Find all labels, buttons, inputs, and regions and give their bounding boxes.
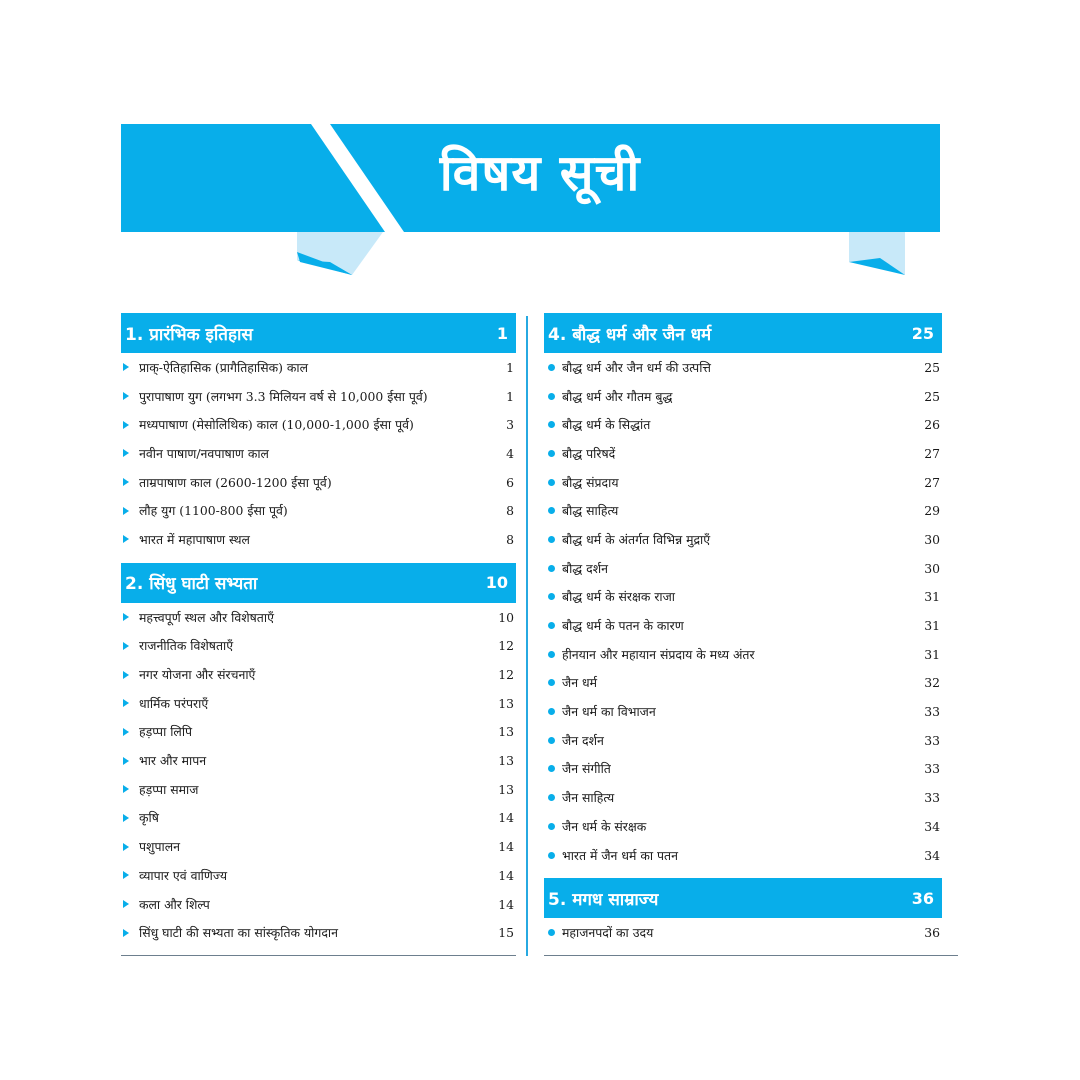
toc-entry[interactable] bbox=[121, 410, 516, 439]
dot-bullet-icon bbox=[544, 479, 562, 486]
section-page: 36 bbox=[911, 888, 934, 908]
section-title: 5. मगध साम्राज्य bbox=[548, 889, 659, 910]
entry-label: जैन धर्म के संरक्षक bbox=[562, 818, 647, 834]
dot-bullet-icon bbox=[544, 421, 562, 428]
entry-page: 15 bbox=[498, 925, 514, 941]
dot-bullet-icon bbox=[544, 852, 562, 859]
toc-entry[interactable] bbox=[544, 611, 942, 640]
entry-label: बौद्ध संप्रदाय bbox=[562, 474, 619, 490]
toc-entry[interactable] bbox=[121, 632, 516, 661]
section-page: 1 bbox=[496, 323, 508, 343]
dot-bullet-icon bbox=[544, 536, 562, 543]
dot-bullet-icon bbox=[544, 679, 562, 686]
toc-entry[interactable] bbox=[121, 353, 516, 382]
entry-label: सिंधु घाटी की सभ्यता का सांस्कृतिक योगदान bbox=[139, 925, 339, 941]
entry-page: 14 bbox=[498, 839, 514, 855]
page-title: विषय सूची bbox=[439, 144, 641, 202]
toc-entry[interactable] bbox=[121, 689, 516, 718]
entry-page: 12 bbox=[498, 667, 514, 683]
section-page: 10 bbox=[485, 573, 508, 593]
entry-page: 31 bbox=[924, 589, 940, 605]
toc-entry[interactable] bbox=[544, 410, 942, 439]
triangle-bullet-icon bbox=[121, 929, 139, 937]
toc-entry[interactable] bbox=[544, 783, 942, 812]
section-entries bbox=[121, 603, 516, 947]
toc-entry[interactable] bbox=[544, 468, 942, 497]
triangle-bullet-icon bbox=[121, 757, 139, 765]
toc-entry[interactable] bbox=[544, 669, 942, 698]
entry-page: 13 bbox=[498, 724, 514, 740]
dot-bullet-icon bbox=[544, 823, 562, 830]
section-entries bbox=[121, 353, 516, 554]
entry-label: बौद्ध धर्म और जैन धर्म की उत्पत्ति bbox=[562, 359, 711, 375]
entry-label: नवीन पाषाण/नवपाषाण काल bbox=[139, 445, 269, 461]
entry-label: नगर योजना और संरचनाएँ bbox=[139, 667, 256, 683]
entry-page: 14 bbox=[498, 810, 514, 826]
entry-label: लौह युग (1100-800 ईसा पूर्व) bbox=[139, 503, 288, 519]
entry-page: 1 bbox=[506, 388, 514, 404]
entry-label: हड़प्पा लिपि bbox=[139, 724, 193, 740]
toc-entry[interactable] bbox=[121, 890, 516, 919]
section-page: 25 bbox=[911, 323, 934, 343]
entry-label: महत्त्वपूर्ण स्थल और विशेषताएँ bbox=[139, 609, 274, 625]
triangle-bullet-icon bbox=[121, 392, 139, 400]
triangle-bullet-icon bbox=[121, 728, 139, 736]
entry-label: बौद्ध साहित्य bbox=[562, 503, 619, 519]
entry-page: 29 bbox=[924, 503, 940, 519]
toc-entry[interactable] bbox=[544, 353, 942, 382]
entry-label: बौद्ध परिषदें bbox=[562, 445, 616, 461]
section-header[interactable] bbox=[544, 313, 942, 353]
toc-entry[interactable] bbox=[544, 726, 942, 755]
triangle-bullet-icon bbox=[121, 507, 139, 515]
dot-bullet-icon bbox=[544, 765, 562, 772]
entry-page: 13 bbox=[498, 781, 514, 797]
dot-bullet-icon bbox=[544, 651, 562, 658]
entry-page: 33 bbox=[924, 704, 940, 720]
entry-page: 32 bbox=[924, 675, 940, 691]
toc-entry[interactable] bbox=[121, 382, 516, 411]
entry-label: धार्मिक परंपराएँ bbox=[139, 695, 209, 711]
toc-entry[interactable] bbox=[121, 861, 516, 890]
dot-bullet-icon bbox=[544, 507, 562, 514]
entry-label: प्राक्-ऐतिहासिक (प्रागैतिहासिक) काल bbox=[139, 359, 309, 375]
toc-entry[interactable] bbox=[544, 640, 942, 669]
triangle-bullet-icon bbox=[121, 871, 139, 879]
triangle-bullet-icon bbox=[121, 785, 139, 793]
section-title: 2. सिंधु घाटी सभ्यता bbox=[125, 574, 258, 595]
triangle-bullet-icon bbox=[121, 642, 139, 650]
entry-page: 34 bbox=[924, 818, 940, 834]
entry-page: 30 bbox=[924, 531, 940, 547]
entry-page: 33 bbox=[924, 761, 940, 777]
dot-bullet-icon bbox=[544, 565, 562, 572]
entry-label: बौद्ध धर्म के अंतर्गत विभिन्न मुद्राएँ bbox=[562, 531, 711, 547]
entry-label: भार और मापन bbox=[139, 753, 207, 769]
toc-left-column bbox=[121, 313, 516, 947]
entry-label: राजनीतिक विशेषताएँ bbox=[139, 638, 234, 654]
triangle-bullet-icon bbox=[121, 421, 139, 429]
entry-label: कला और शिल्प bbox=[139, 896, 210, 912]
triangle-bullet-icon bbox=[121, 843, 139, 851]
toc-entry[interactable] bbox=[121, 525, 516, 554]
entry-page: 27 bbox=[924, 445, 940, 461]
entry-page: 25 bbox=[924, 388, 940, 404]
triangle-bullet-icon bbox=[121, 363, 139, 371]
entry-label: जैन धर्म का विभाजन bbox=[562, 704, 656, 720]
triangle-bullet-icon bbox=[121, 900, 139, 908]
toc-entry[interactable] bbox=[544, 525, 942, 554]
entry-label: ताम्रपाषाण काल (2600-1200 ईसा पूर्व) bbox=[139, 474, 332, 490]
bottom-rule bbox=[544, 955, 958, 956]
toc-entry[interactable] bbox=[121, 660, 516, 689]
entry-page: 6 bbox=[506, 474, 514, 490]
toc-entry[interactable] bbox=[544, 439, 942, 468]
entry-page: 31 bbox=[924, 646, 940, 662]
entry-page: 33 bbox=[924, 732, 940, 748]
dot-bullet-icon bbox=[544, 450, 562, 457]
toc-entry[interactable] bbox=[121, 603, 516, 632]
triangle-bullet-icon bbox=[121, 671, 139, 679]
triangle-bullet-icon bbox=[121, 613, 139, 621]
dot-bullet-icon bbox=[544, 393, 562, 400]
entry-page: 12 bbox=[498, 638, 514, 654]
entry-page: 36 bbox=[924, 925, 940, 941]
entry-label: बौद्ध धर्म और गौतम बुद्ध bbox=[562, 388, 673, 404]
dot-bullet-icon bbox=[544, 364, 562, 371]
entry-label: भारत में जैन धर्म का पतन bbox=[562, 847, 678, 863]
entry-label: बौद्ध दर्शन bbox=[562, 560, 609, 576]
section-entries bbox=[544, 918, 939, 947]
toc-entry[interactable] bbox=[121, 496, 516, 525]
triangle-bullet-icon bbox=[121, 449, 139, 457]
entry-label: पुरापाषाण युग (लगभग 3.3 मिलियन वर्ष से 10,000 ईसा पूर्व) bbox=[139, 388, 428, 404]
entry-label: बौद्ध धर्म के पतन के कारण bbox=[562, 618, 684, 634]
entry-label: महाजनपदों का उदय bbox=[562, 925, 654, 941]
entry-page: 3 bbox=[506, 417, 514, 433]
entry-page: 13 bbox=[498, 753, 514, 769]
entry-label: व्यापार एवं वाणिज्य bbox=[139, 867, 228, 883]
triangle-bullet-icon bbox=[121, 699, 139, 707]
section-entries bbox=[544, 353, 939, 869]
toc-entry[interactable] bbox=[121, 746, 516, 775]
entry-page: 13 bbox=[498, 695, 514, 711]
bottom-rule bbox=[121, 955, 516, 956]
toc-entry[interactable] bbox=[121, 468, 516, 497]
triangle-bullet-icon bbox=[121, 535, 139, 543]
toc-entry[interactable] bbox=[544, 755, 942, 784]
toc-entry[interactable] bbox=[544, 382, 942, 411]
toc-entry[interactable] bbox=[121, 918, 516, 947]
toc-entry[interactable] bbox=[121, 804, 516, 833]
entry-label: जैन साहित्य bbox=[562, 790, 615, 806]
entry-page: 27 bbox=[924, 474, 940, 490]
dot-bullet-icon bbox=[544, 929, 562, 936]
column-divider bbox=[526, 316, 528, 956]
entry-page: 33 bbox=[924, 790, 940, 806]
entry-label: जैन संगीति bbox=[562, 761, 611, 777]
toc-entry[interactable] bbox=[121, 439, 516, 468]
toc-entry[interactable] bbox=[121, 775, 516, 804]
entry-page: 26 bbox=[924, 417, 940, 433]
entry-label: हीनयान और महायान संप्रदाय के मध्य अंतर bbox=[562, 646, 755, 662]
entry-page: 8 bbox=[506, 503, 514, 519]
toc-entry[interactable] bbox=[544, 583, 942, 612]
header-ribbon bbox=[0, 0, 1080, 300]
entry-page: 25 bbox=[924, 359, 940, 375]
triangle-bullet-icon bbox=[121, 814, 139, 822]
entry-label: हड़प्पा समाज bbox=[139, 781, 199, 797]
dot-bullet-icon bbox=[544, 622, 562, 629]
toc-entry[interactable] bbox=[544, 496, 942, 525]
entry-label: कृषि bbox=[139, 810, 159, 826]
entry-page: 10 bbox=[498, 609, 514, 625]
toc-entry[interactable] bbox=[121, 832, 516, 861]
section-header[interactable] bbox=[121, 563, 516, 603]
triangle-bullet-icon bbox=[121, 478, 139, 486]
entry-label: पशुपालन bbox=[139, 839, 180, 855]
toc-entry[interactable] bbox=[544, 812, 942, 841]
entry-page: 31 bbox=[924, 618, 940, 634]
entry-label: जैन दर्शन bbox=[562, 732, 604, 748]
entry-label: बौद्ध धर्म के सिद्धांत bbox=[562, 417, 651, 433]
entry-page: 4 bbox=[506, 445, 514, 461]
dot-bullet-icon bbox=[544, 794, 562, 801]
entry-page: 34 bbox=[924, 847, 940, 863]
entry-label: बौद्ध धर्म के संरक्षक राजा bbox=[562, 589, 676, 605]
section-header[interactable] bbox=[544, 878, 942, 918]
entry-page: 14 bbox=[498, 867, 514, 883]
dot-bullet-icon bbox=[544, 593, 562, 600]
entry-label: भारत में महापाषाण स्थल bbox=[139, 531, 250, 547]
entry-page: 14 bbox=[498, 896, 514, 912]
entry-page: 1 bbox=[506, 359, 514, 375]
toc-entry[interactable] bbox=[544, 554, 942, 583]
entry-label: जैन धर्म bbox=[562, 675, 598, 691]
toc-entry[interactable] bbox=[544, 697, 942, 726]
entry-label: मध्यपाषाण (मेसोलिथिक) काल (10,000-1,000 ईसा पूर्व) bbox=[139, 417, 414, 433]
dot-bullet-icon bbox=[544, 737, 562, 744]
section-title: 4. बौद्ध धर्म और जैन धर्म bbox=[548, 324, 712, 345]
toc-entry[interactable] bbox=[121, 718, 516, 747]
entry-page: 30 bbox=[924, 560, 940, 576]
toc-right-column bbox=[544, 313, 939, 947]
dot-bullet-icon bbox=[544, 708, 562, 715]
section-header[interactable] bbox=[121, 313, 516, 353]
section-title: 1. प्रारंभिक इतिहास bbox=[125, 324, 253, 345]
entry-page: 8 bbox=[506, 531, 514, 547]
toc-entry[interactable] bbox=[544, 841, 942, 870]
toc-entry[interactable] bbox=[544, 918, 942, 947]
